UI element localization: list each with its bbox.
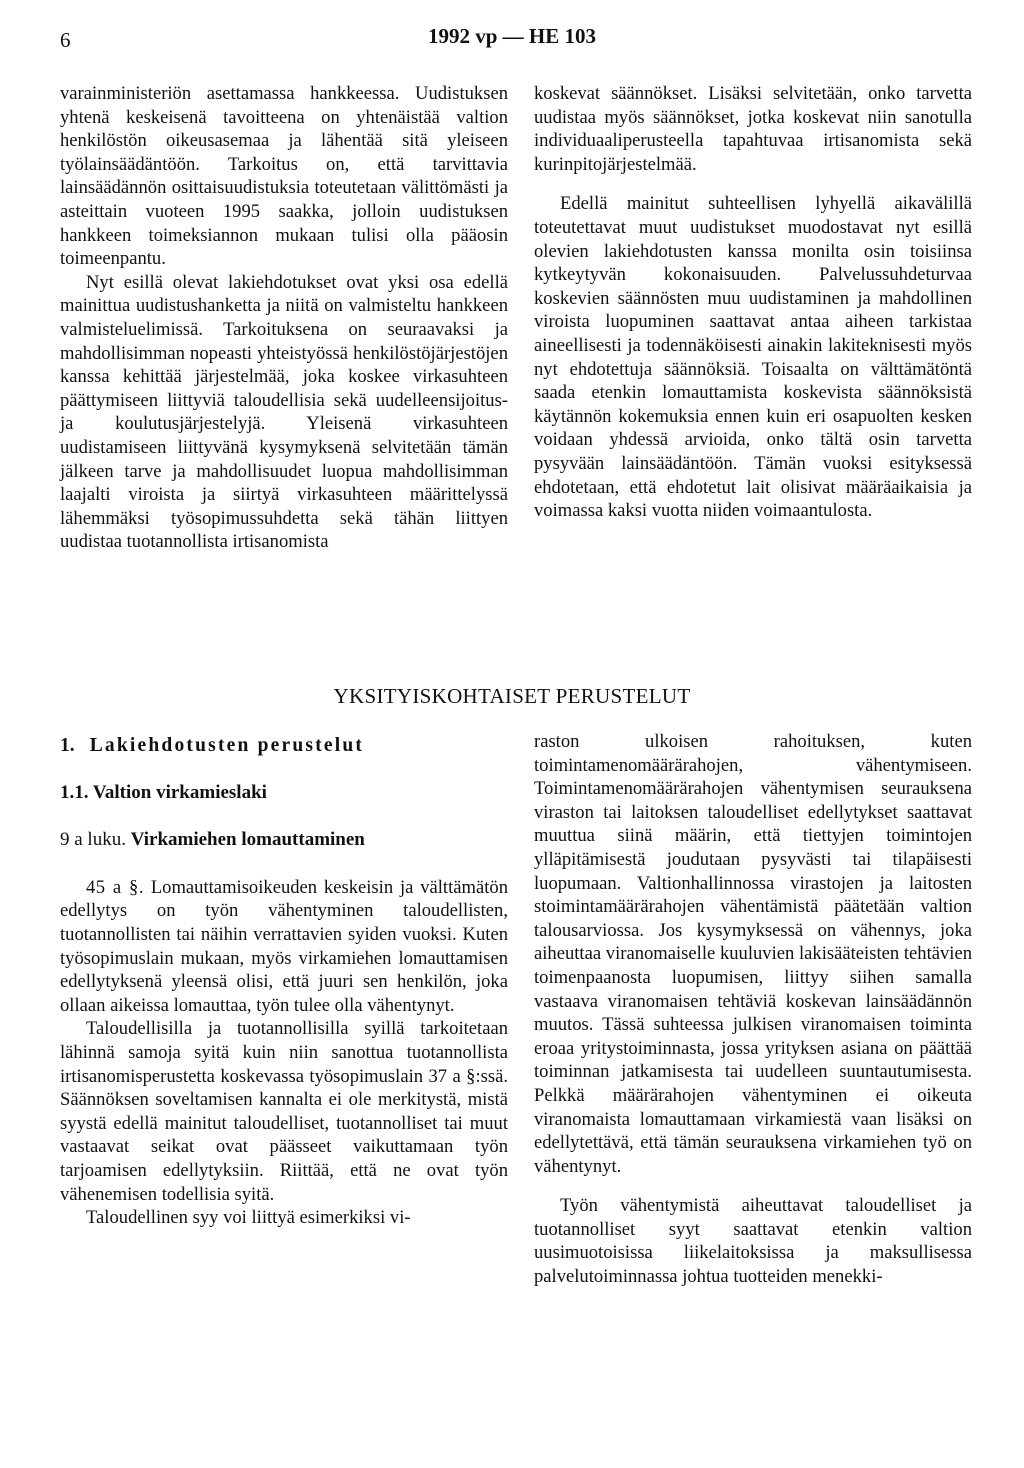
- section-title: YKSITYISKOHTAISET PERUSTELUT: [333, 684, 691, 708]
- heading-title: Lakiehdotusten perustelut: [89, 735, 365, 756]
- paragraph: Taloudellisilla ja tuotannollisilla syillä tarkoitetaan lähinnä samoja syitä kuin niin sanottua tuotannollista irtisanomisperustetta koskevassa työsopimuslain 37 a §:ssä. Säännöksen soveltamisen kannalta ei ole merkitystä, mistä syystä edellä mainitut taloudelliset, tuotannolliset tai muut vastaavat seikat ovat päässeet vaikuttamaan työn tarjoamisen edellytyksiin. Riittää, että ne ovat työn vähenemisen todellisia syitä.: [60, 1018, 508, 1205]
- paragraph: Nyt esillä olevat lakiehdotukset ovat yksi osa edellä mainittua uudistushanketta ja niitä on valmisteltu hankkeen valmisteluelimissä. Tarkoituksena on seuraavaksi ja mahdollisimman nopeasti yhteistyössä henkilöstöjärjestöjen kanssa kehittää järjestelmää, joka koskee virkasuhteen päättymiseen liittyviä taloudellisia sekä uudelleensijoitus- ja koulutusjärjestelyjä. Yleisenä virkasuhteen uudistamiseen liittyvänä kysymyksenä selvitetään tämän jälkeen tarve ja mahdollisuudet luopua mahdollisimman laajalti viroista ja siirtyä virkasuhteen määrittelyssä lähemmäksi työsopimussuhdetta sekä tähän liittyen uudistaa tuotannollista irtisanomista: [60, 271, 508, 553]
- section-label: 45 a §.: [86, 876, 144, 898]
- bottom-left-column: [60, 734, 508, 1230]
- bottom-right-column: [534, 730, 972, 1289]
- paragraph: raston ulkoisen rahoituksen, kuten toimintamenomäärärahojen, vähentymiseen. Toimintamenomäärärahojen vähentymisen seurauksena viraston tai laitoksen taloudelliset edellytykset saattavat muuttua siinä määrin, että tiettyjen toimintojen ylläpitämisestä joudutaan pysyvästi tai tilapäisesti luopumaan. Valtionhallinnossa virastojen ja laitosten stoimintamäärärahojen vähentämistä päätetään valtion talousarviossa. Jos kysymyksessä on vähennys, joka aiheuttaa viranomaiselle kuuluvien lakisääteisten tehtävien toimenpaanosta luopumisen, liittyy siihen samalla vastaava viranomaisen tehtäviä koskevan lainsäädännön muutos. Tässä suhteessa julkisen viranomaisen toiminta eroaa yritystoiminnasta, jossa yrityksen asiana on päättää toiminnan jatkamisesta tai uudelleen suuntautumisesta. Pelkkä määrärahojen vähentyminen ei oikeuta viranomaista lomauttamaan virkamiestä vaan lisäksi on edellytettävä, että tämän seurauksena virkamiehen työ on vähentynyt.: [534, 731, 972, 1177]
- chapter-title: Virkamiehen lomauttaminen: [130, 829, 365, 851]
- chapter-label: 9 a luku.: [60, 829, 126, 851]
- paragraph: [60, 876, 508, 1018]
- heading-number: 1.: [60, 735, 75, 756]
- paragraph: koskevat säännökset. Lisäksi selvitetään, onko tarvetta uudistaa myös säännökset, jotka koskevat niin sanotulla individuaaliperusteella tapahtuvaa irtisanomista sekä kurinpitojärjestelmää.: [534, 83, 972, 175]
- top-right-column: [534, 82, 972, 523]
- chapter-heading: [60, 828, 508, 852]
- paragraph: Työn vähentymistä aiheuttavat taloudelliset ja tuotannolliset syyt saattavat etenkin valtion uusimuotoisissa liikelaitoksissa ja maksullisessa palvelutoiminnassa johtua tuotteiden menekki-: [534, 1195, 972, 1288]
- paragraph: Edellä mainitut suhteellisen lyhyellä aikavälillä toteutettavat muut uudistukset muodostavat nyt esillä olevien lakiehdotusten kanssa monilta osin toisiinsa kytkeytyvän kokonaisuuden. Palvelussuhdeturvaa koskevien säännösten muu uudistaminen ja mahdollinen viroista luopuminen saattavat antaa aiheen tarkistaa aineellisesti ja todennäköisesti ainakin lakiteknisesti myös nyt ehdotettuja säännöksiä. Toisaalta on välttämätöntä saada etenkin lomauttamista koskevista säännöksistä käytännön kokemuksia ennen kuin eri osapuolten kesken voidaan yhdessä arvioida, onko tältä osin tarvetta pysyvään lainsäädäntöön. Tämän vuoksi esityksessä ehdotetaan, että ehdotetut lait olisivat määräaikaisia ja voimassa kaksi vuotta niiden voimaantulosta.: [534, 193, 972, 522]
- paragraph-text: Lomauttamisoikeuden keskeisin ja välttämätön edellytys on työn vähentyminen taloudellisten, tuotannollisten tai näihin verrattavien syiden vuoksi. Kuten työsopimuslain mukaan, myös virkamiehen lomauttamisen edellytyksenä yleensä olisi, että juuri sen henkilön, joka ollaan aikeissa lomauttaa, työn tulee olla vähentynyt.: [60, 876, 508, 1016]
- paragraph: Taloudellinen syy voi liittyä esimerkiksi vi-: [86, 1207, 411, 1229]
- heading-level-2: 1.1. Valtion virkamieslaki: [60, 781, 267, 803]
- paragraph: varainministeriön asettamassa hankkeessa. Uudistuksen yhtenä keskeisenä tavoitteena on yhtenäistää valtion henkilöstön oikeusasemaa ja lähentää sitä yleiseen työlainsäädäntöön. Tarkoitus on, että tarvittavia lainsäädännön osittaisuudistuksia toteutetaan välittömästi ja asteittain vuoteen 1995 saakka, jolloin uudistuksen hankkeen toimeksiannon mukaan tulisi olla pääosin toimeenpantu.: [60, 83, 508, 270]
- top-left-column: [60, 82, 508, 554]
- running-header: 1992 vp — HE 103: [427, 24, 597, 48]
- page-number: 6: [60, 28, 71, 52]
- heading-level-1: [60, 734, 508, 758]
